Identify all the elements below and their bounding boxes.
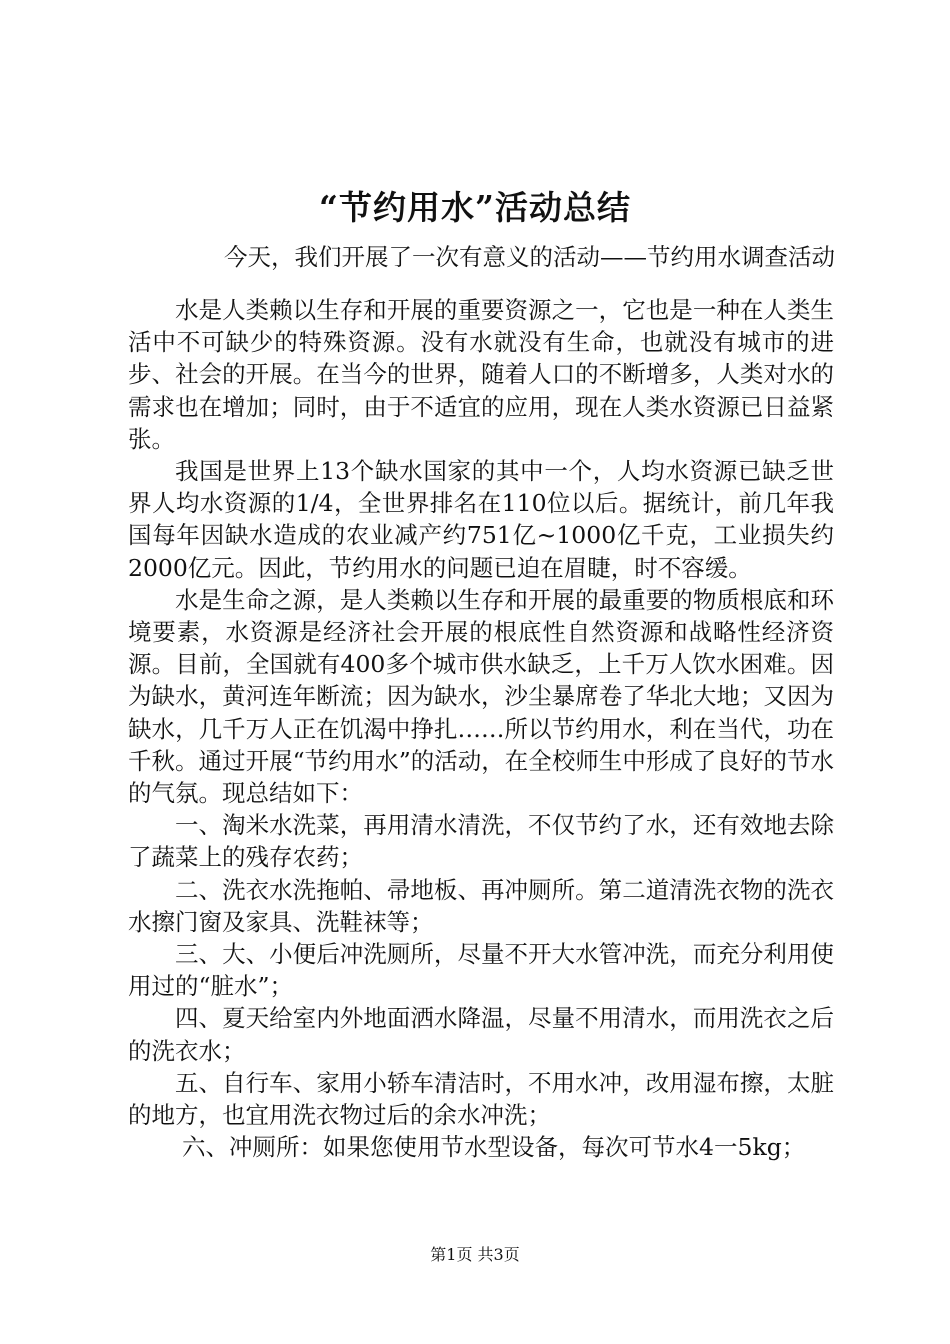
page-footer: 第1页 共3页: [430, 1245, 520, 1264]
list-item: 四、夏天给室内外地面洒水降温，尽量不用清水，而用洗衣之后的洗衣水；: [128, 1004, 834, 1065]
paragraph: 我国是世界上13个缺水国家的其中一个，人均水资源已缺乏世界人均水资源的1/4，全世界排名在110位以后。据统计，前几年我国每年因缺水造成的农业减产约751亿~1000亿千克，工业损失约2000亿元。因此，节约用水的问题已迫在眉睫，时不容缓。: [128, 457, 834, 582]
paragraph: 水是人类赖以生存和开展的重要资源之一，它也是一种在人类生活中不可缺少的特殊资源。没有水就没有生命，也就没有城市的进步、社会的开展。在当今的世界，随着人口的不断增多，人类对水的需求也在增加；同时，由于不适宜的应用，现在人类水资源已日益紧张。: [128, 296, 834, 453]
list-item: 一、淘米水洗菜，再用清水清洗，不仅节约了水，还有效地去除了蔬菜上的残存农药；: [128, 811, 834, 872]
document-title: “节约用水”活动总结: [319, 188, 631, 227]
document-body: [128, 294, 834, 1163]
list-item: 三、大、小便后冲洗厕所，尽量不开大水管冲洗，而充分利用使用过的“脏水”；: [128, 940, 834, 1001]
list-item: 五、自行车、家用小轿车清洁时，不用水冲，改用湿布擦，太脏的地方，也宜用洗衣物过后的余水冲洗；: [128, 1068, 834, 1130]
paragraph: 水是生命之源，是人类赖以生存和开展的最重要的物质根底和环境要素，水资源是经济社会开展的根底性自然资源和战略性经济资源。目前，全国就有400多个城市供水缺乏，上千万人饮水困难。因为缺水，黄河连年断流；因为缺水，沙尘暴席卷了华北大地；又因为缺水，几千万人正在饥渴中挣扎……所以节约用水，利在当代，功在千秋。通过开展“节约用水”的活动，在全校师生中形成了良好的节水的气氛。现总结如下：: [128, 585, 834, 808]
list-item: 六、冲厕所：如果您使用节水型设备，每次可节水4一5kg；: [182, 1133, 806, 1162]
list-item: 二、洗衣水洗拖帕、帚地板、再冲厕所。第二道清洗衣物的洗衣水擦门窗及家具、洗鞋袜等；: [128, 875, 834, 936]
intro-line: 今天，我们开展了一次有意义的活动——节约用水调查活动: [224, 243, 835, 271]
